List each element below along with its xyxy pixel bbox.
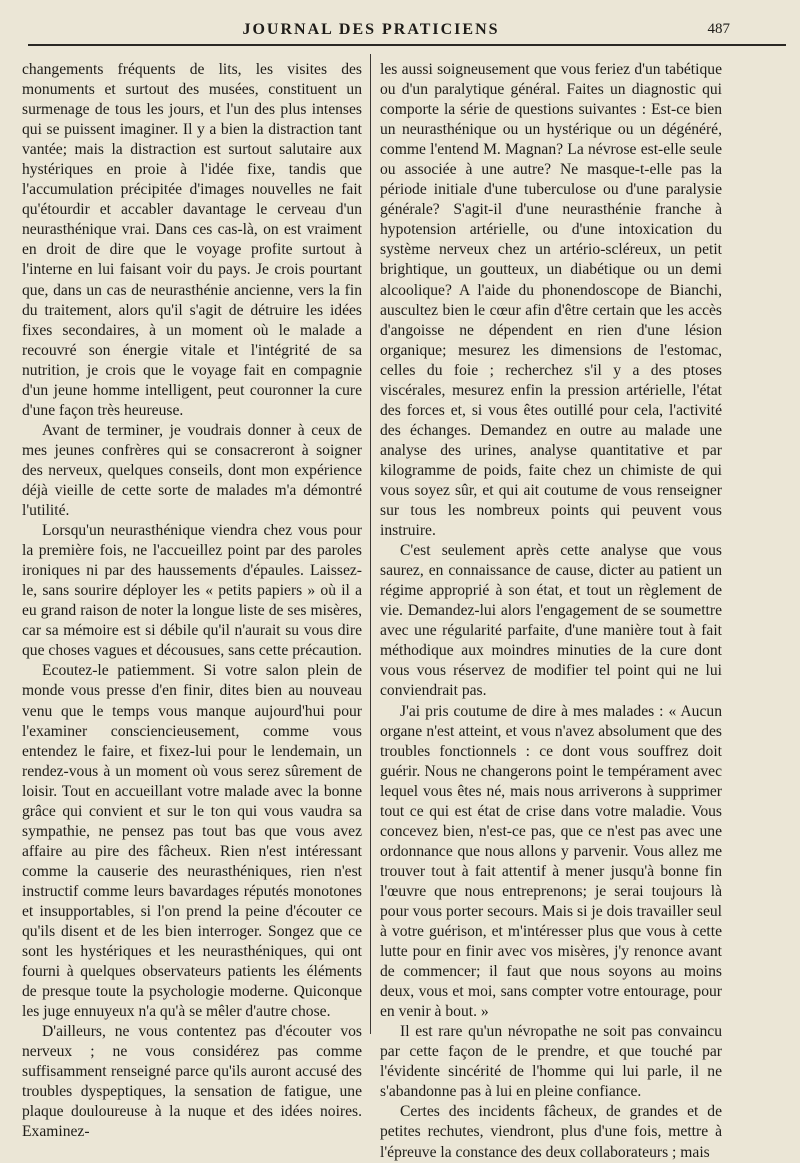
paragraph: les aussi soigneusement que vous feriez d'un tabétique ou d'un paralytique général. Faites un diagnostic qui comporte la série de questions suivantes : Est-ce bien un neurasthénique ou un hystérique ou un dégénéré, comme l'entend M. Magnan? La névrose est-elle seule ou associée à une autre? Ne masque-t-elle pas la période initiale d'une tuberculose ou d'une paralysie générale? S'agit-il d'une neurasthénie franche à hypotension artérielle, ou d'une intoxication du système nerveux chez un artério-scléreux, un petit brightique, un goutteux, un diabétique ou un demi alcoolique? A l'aide du phonendoscope de Bianchi, auscultez bien le cœur afin d'être certain que les accès d'angoisse ne dépendent en rien d'une lésion organique; mesurez les dimensions de l'estomac, celles du foie ; recherchez s'il y a des ptoses viscérales, mesurez enfin la pression artérielle, l'état des forces et, si vous êtes outillé pour cela, l'activité des échanges. Demandez en outre au malade une analyse des urines, analyse quantitative et par kilogramme de poids, faite chez un chimiste de qui vous soyez sûr, et qui ait coutume de vous renseigner sur tous les nombreux points qui peuvent vous instruire. [380,61,722,540]
running-header [24,18,730,42]
paragraph: Il est rare qu'un névropathe ne soit pas convaincu par cette façon de le prendre, et que touché par l'évidente sincérité de l'homme qui lui parle, il ne s'abandonne pas à lui en pleine confiance. [380,1023,722,1101]
page-number: 487 [707,21,730,37]
paragraph: Ecoutez-le patiemment. Si votre salon plein de monde vous presse d'en finir, dites bien au nouveau venu que le temps vous manque aujourd'hui pour l'examiner consciencieusement, comme vous entendez le faire, et fixez-lui pour le lendemain, un rendez-vous à un moment où vous serez sûrement de loisir. Tout en accueillant votre malade avec la bonne grâce qui convient et sur le ton qui vous vaudra sa sympathie, ne pensez pas tout bas que vous avez affaire au pire des fâcheux. Rien n'est intéressant comme la causerie des neurasthéniques, rien n'est instructif comme leurs bavardages réputés monotones et insupportables, si l'on prend la peine d'écouter ce qu'ils disent et de les bien interroger. Songez que ce sont les hystériques et les neurasthéniques, qui ont fourni à quelques observateurs patients les éléments de presque toute la psychologie moderne. Quiconque les juge ennuyeux n'a qu'à se mêler d'autre chose. [22,662,362,1021]
paragraph: D'ailleurs, ne vous contentez pas d'écouter vos nerveux ; ne vous considérez pas comme suffisamment renseigné parce qu'ils auront accusé des troubles dyspeptiques, la sensation de fatigue, une plaque douloureuse à la nuque et des idées noires. Examinez- [22,1023,362,1141]
column-divider [370,54,371,1034]
paragraph: Avant de terminer, je voudrais donner à ceux de mes jeunes confrères qui se consacreront à soigner des nerveux, quelques conseils, dont mon expérience déjà vieille de cette sorte de malades m'a démontré l'utilité. [22,421,362,520]
header-rule [28,44,786,46]
left-column [22,60,362,1141]
paragraph: C'est seulement après cette analyse que vous saurez, en connaissance de cause, dicter au patient un régime approprié à son état, et tout un règlement de vie. Demandez-lui alors l'engagement de se soumettre avec une régularité parfaite, d'une manière tout à fait méthodique aux moindres minuties de la cure dont vous vous réservez de modifier tel point qui ne lui conviendrait pas. [380,542,722,700]
right-column [380,60,722,1161]
paragraph: J'ai pris coutume de dire à mes malades : « Aucun organe n'est atteint, et vous n'avez absolument que des troubles fonctionnels : ce dont vous souffrez doit guérir. Nous ne changerons point le tempérament avec lequel vous êtes né, mais nous arriverons à supprimer tout ce qui est état de crise dans votre maladie. Vous concevez bien, n'est-ce pas, que ce n'est pas avec une ordonnance que nous allons y parvenir. Vous allez me trouver tout à fait attentif à mener jusqu'à bonne fin l'œuvre que nous entreprenons; je serai toujours là pour vous porter secours. Mais si je dois travailler seul à votre guérison, et m'intéresser plus que vous à cette lutte pour en finir avec vos misères, j'y renonce avant de commencer; il faut que nous soyons au moins deux, vous et moi, sans compter votre entourage, pour en venir à bout. » [380,702,722,1021]
paragraph: Lorsqu'un neurasthénique viendra chez vous pour la première fois, ne l'accueillez point par des paroles ironiques ni par des haussements d'épaules. Laissez-le, sans sourire déployer les « petits papiers » où il a eu grand raison de noter la longue liste de ses misères, car sa mémoire est si débile qu'il n'aurait su vous dire que choses vagues et décousues, sans cette précaution. [22,522,362,660]
paragraph: changements fréquents de lits, les visites des monuments et surtout des musées, constituent un surmenage de tous les jours, et l'un des plus intenses qui se puissent imaginer. Il y a bien la distraction tant vantée; mais la distraction est surtout salutaire aux hystériques en proie à l'idée fixe, tandis que l'accumulation précipitée d'images nouvelles ne fait qu'étourdir et accabler davantage le cerveau d'un neurasthénique vrai. Dans ces cas-là, on est vraiment en droit de dire que le voyage profite surtout à l'interne en lui faisant voir du pays. Je crois pourtant que, dans un cas de neurasthénie ancienne, vers la fin du traitement, alors qu'il s'agit de détruire les idées fixes secondaires, à un moment où le malade a recouvré son énergie vitale et l'intégrité de sa nutrition, je crois que le voyage fait en compagnie d'un jeune homme intelligent, peut couronner la cure d'une façon très heureuse. [22,61,362,419]
journal-title: JOURNAL DES PRATICIENS [242,21,500,38]
paragraph: Certes des incidents fâcheux, de grandes et de petites rechutes, viendront, plus d'une fois, mettre à l'épreuve la constance des deux collaborateurs ; mais [380,1103,722,1161]
